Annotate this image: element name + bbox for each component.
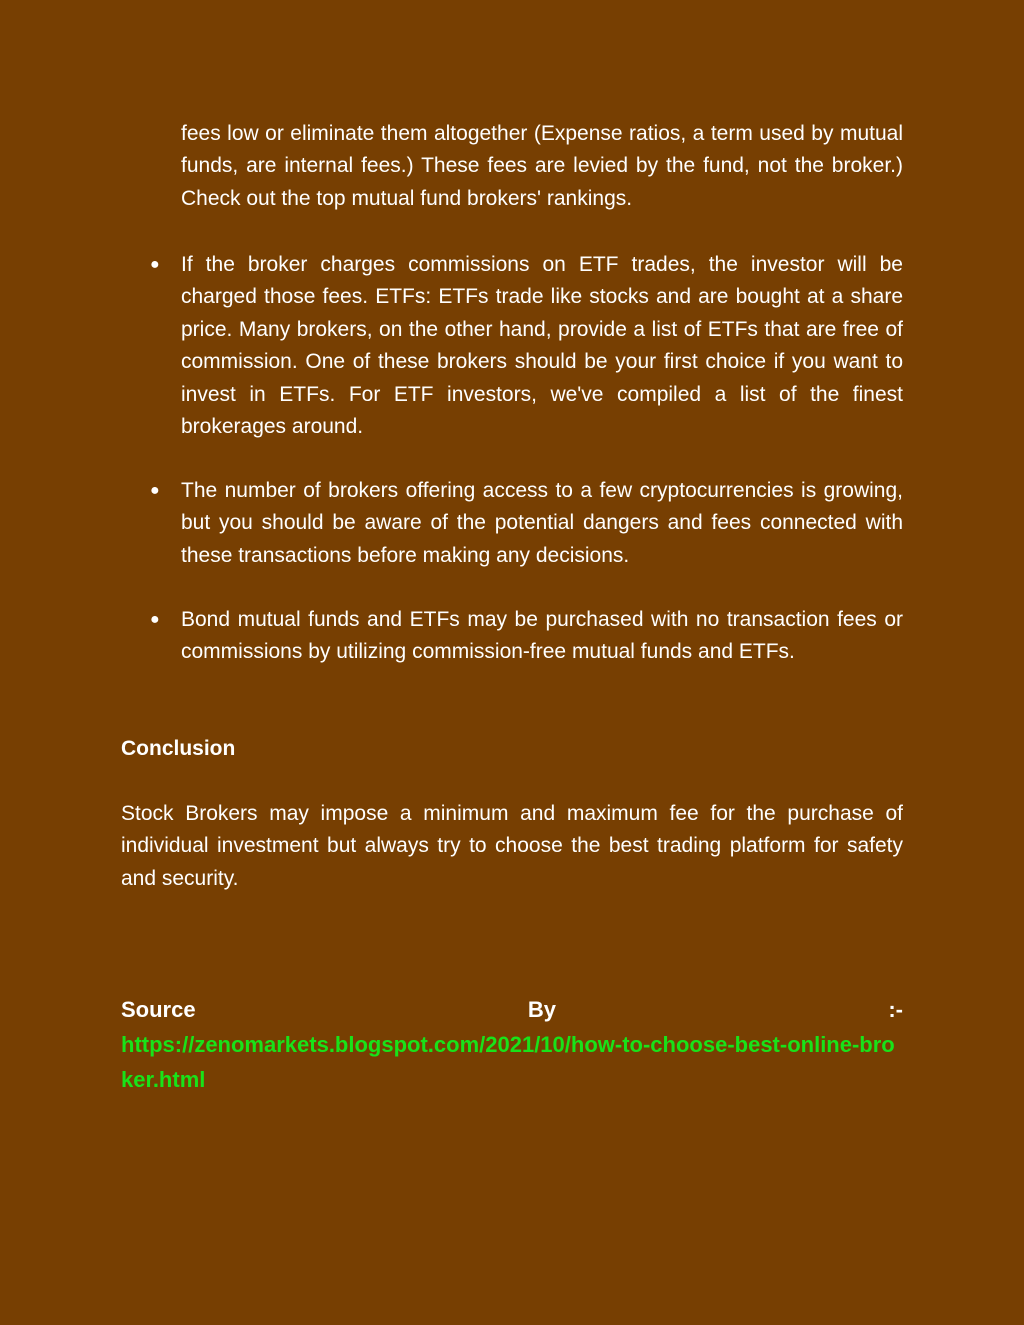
source-line [121,993,903,1027]
bullet-item-cryptocurrencies: The number of brokers offering access to a few cryptocurrencies is growing, but you should be aware of the potential dangers and fees connected with these transactions before making any decisions. [181,479,903,567]
bullet-marker: ● [150,482,160,499]
bullet-item-etf-commissions: If the broker charges commissions on ETF trades, the investor will be charged those fees. ETFs: ETFs trade like stocks and are bought at a share price. Many brokers, on the other hand, provide a list of ETFs that are free of commission. One of these brokers should be your first choice if you want to invest in ETFs. For ETF investors, we've compiled a list of the finest brokerages around. [181,253,903,439]
conclusion-paragraph: Stock Brokers may impose a minimum and maximum fee for the purchase of individual investment but always try to choose the best trading platform for safety and security. [121,802,903,890]
bullet-item-bond-funds: Bond mutual funds and ETFs may be purchased with no transaction fees or commissions by utilizing commission-free mutual funds and ETFs. [181,608,903,664]
bullet-marker: ● [150,611,160,628]
bullet-marker: ● [150,256,160,273]
source-label: Source [121,997,196,1022]
by-label: By [527,997,557,1022]
source-separator: :- [888,997,903,1022]
conclusion-heading: Conclusion [121,737,236,760]
source-url-link[interactable]: https://zenomarkets.blogspot.com/2021/10/how-to-choose-best-online-broker.html [121,1032,895,1092]
continued-paragraph: fees low or eliminate them altogether (Expense ratios, a term used by mutual funds, are internal fees.) These fees are levied by the fund, not the broker.) Check out the top mutual fund brokers' rankings. [181,122,903,210]
